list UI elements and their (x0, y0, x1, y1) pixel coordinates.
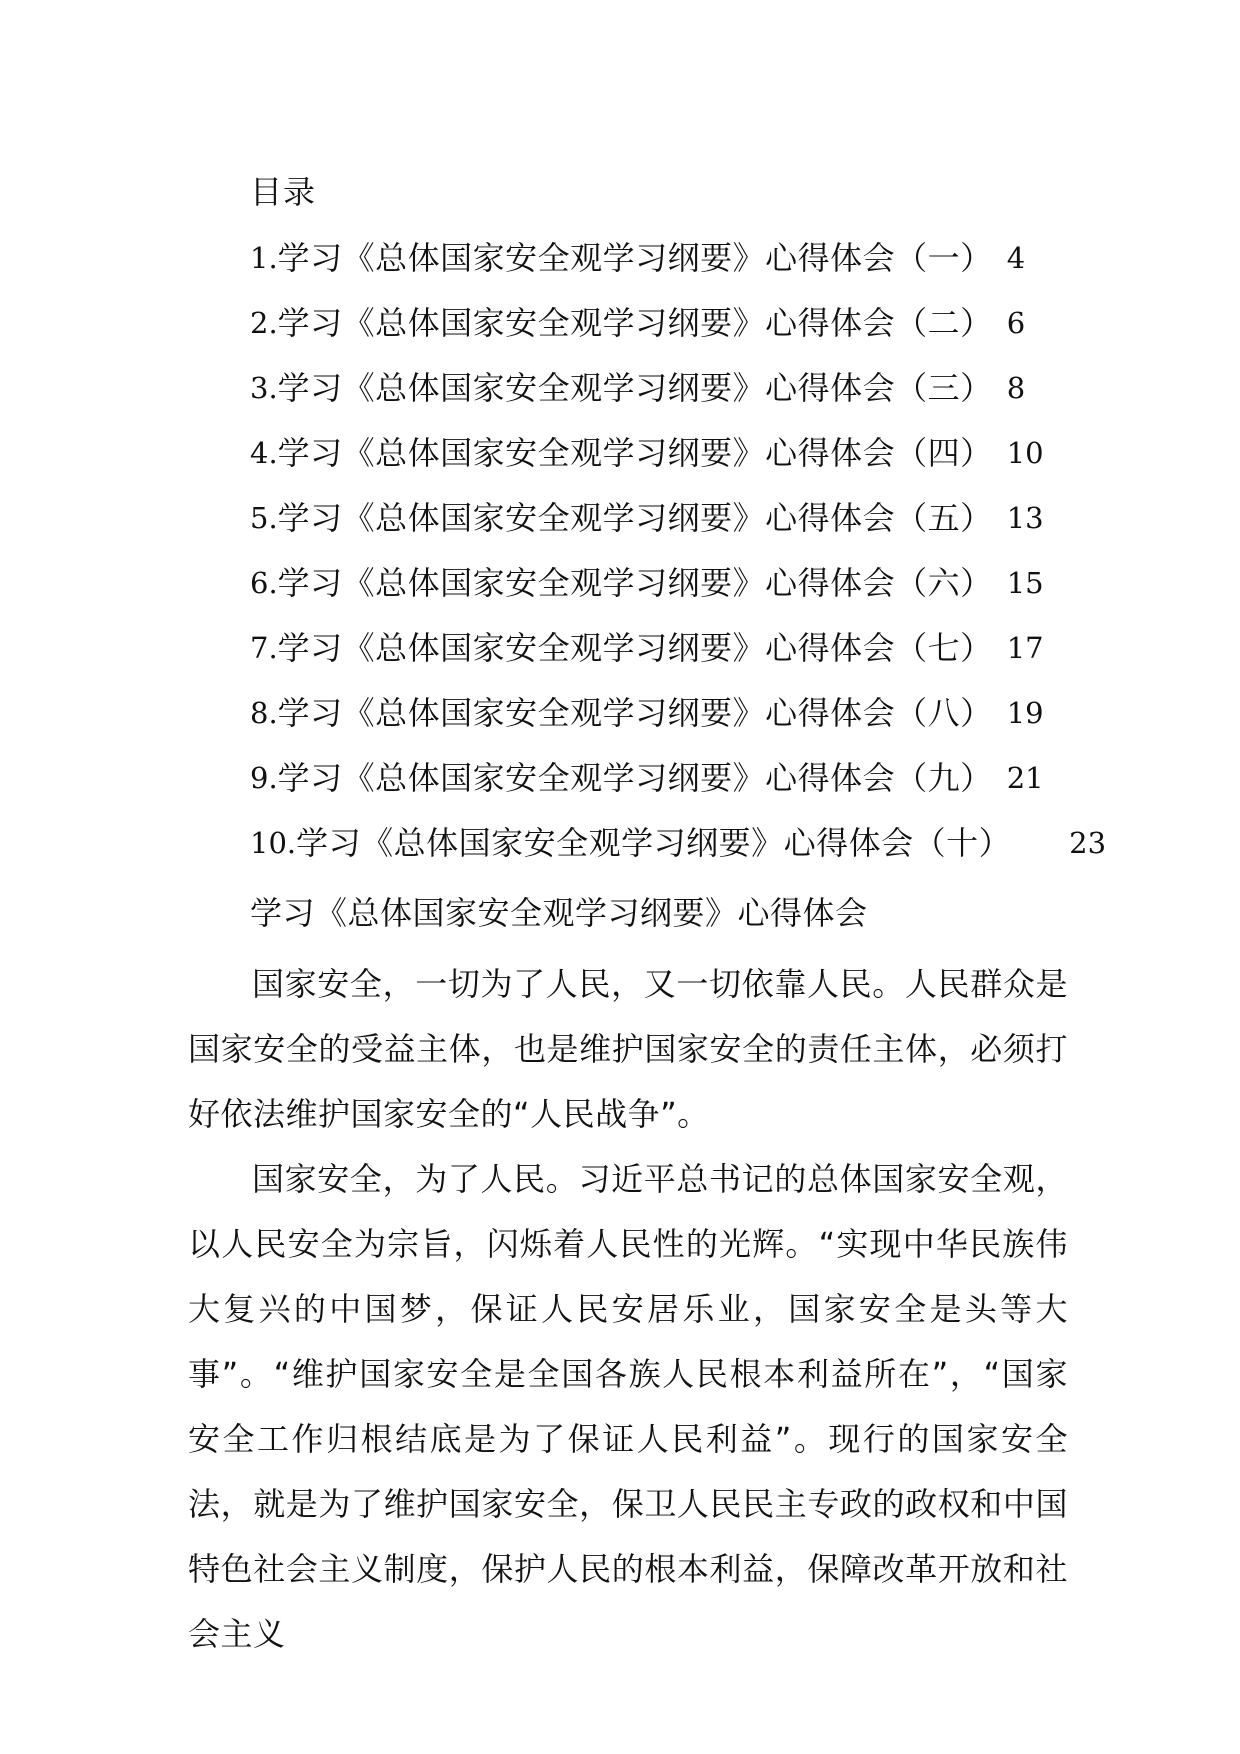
toc-item-text: 学习《总体国家安全观学习纲要》心得体会（三） (277, 369, 993, 407)
body-paragraph-2: 国家安全，为了人民。习近平总书记的总体国家安全观，以人民安全为宗旨，闪烁着人民性的光辉。“实现中华民族伟大复兴的中国梦，保证人民安居乐业，国家安全是头等大事”。“维护国家安全是全国各族人民根本利益所在”，“国家安全工作归根结底是为了保证人民利益”。现行的国家安全法，就是为了维护国家安全，保卫人民民主专政的政权和中国特色社会主义制度，保护人民的根本利益，保障改革开放和社会主义 (188, 1160, 1068, 1653)
toc-item-1[interactable] (250, 238, 1070, 303)
table-of-contents (250, 238, 1107, 888)
toc-item-9[interactable] (250, 758, 1070, 823)
toc-title: 目录 (250, 173, 317, 211)
toc-item-page: 4 (1006, 241, 1026, 275)
toc-item-text: 学习《总体国家安全观学习纲要》心得体会（二） (277, 304, 993, 342)
section-body (188, 952, 1068, 1667)
toc-item-10[interactable] (250, 823, 1107, 888)
toc-item-number: 7. (250, 631, 278, 665)
toc-item-number: 3. (250, 371, 278, 405)
toc-item-page: 19 (1006, 696, 1044, 730)
toc-item-number: 2. (250, 306, 278, 340)
toc-item-text: 学习《总体国家安全观学习纲要》心得体会（八） (277, 694, 993, 732)
toc-item-text: 学习《总体国家安全观学习纲要》心得体会（四） (277, 434, 993, 472)
toc-item-page: 17 (1006, 631, 1044, 665)
toc-item-7[interactable] (250, 628, 1070, 693)
toc-item-number: 6. (250, 566, 278, 600)
toc-item-text: 学习《总体国家安全观学习纲要》心得体会（十） (296, 824, 1012, 862)
toc-item-text: 学习《总体国家安全观学习纲要》心得体会（七） (277, 629, 993, 667)
toc-item-page: 8 (1006, 371, 1026, 405)
toc-item-page: 6 (1006, 306, 1026, 340)
toc-item-6[interactable] (250, 563, 1070, 628)
toc-item-page: 15 (1006, 566, 1044, 600)
toc-item-number: 4. (250, 436, 278, 470)
toc-item-page: 13 (1006, 501, 1044, 535)
toc-item-text: 学习《总体国家安全观学习纲要》心得体会（一） (277, 239, 993, 277)
toc-item-number: 5. (250, 501, 278, 535)
toc-item-number: 10. (250, 826, 297, 860)
toc-item-text: 学习《总体国家安全观学习纲要》心得体会（五） (277, 499, 993, 537)
toc-item-page: 10 (1006, 436, 1044, 470)
toc-item-text: 学习《总体国家安全观学习纲要》心得体会（六） (277, 564, 993, 602)
body-paragraph-1: 国家安全，一切为了人民，又一切依靠人民。人民群众是国家安全的受益主体，也是维护国家安全的责任主体，必须打好依法维护国家安全的“人民战争”。 (188, 965, 1068, 1133)
toc-item-page: 21 (1006, 761, 1044, 795)
toc-item-page: 23 (1069, 826, 1107, 860)
toc-item-3[interactable] (250, 368, 1070, 433)
toc-item-number: 8. (250, 696, 278, 730)
toc-item-5[interactable] (250, 498, 1070, 563)
section-title: 学习《总体国家安全观学习纲要》心得体会 (250, 894, 868, 932)
toc-item-number: 1. (250, 241, 278, 275)
toc-item-8[interactable] (250, 693, 1070, 758)
toc-item-text: 学习《总体国家安全观学习纲要》心得体会（九） (277, 759, 993, 797)
toc-item-2[interactable] (250, 303, 1070, 368)
toc-item-4[interactable] (250, 433, 1070, 498)
toc-item-number: 9. (250, 761, 278, 795)
